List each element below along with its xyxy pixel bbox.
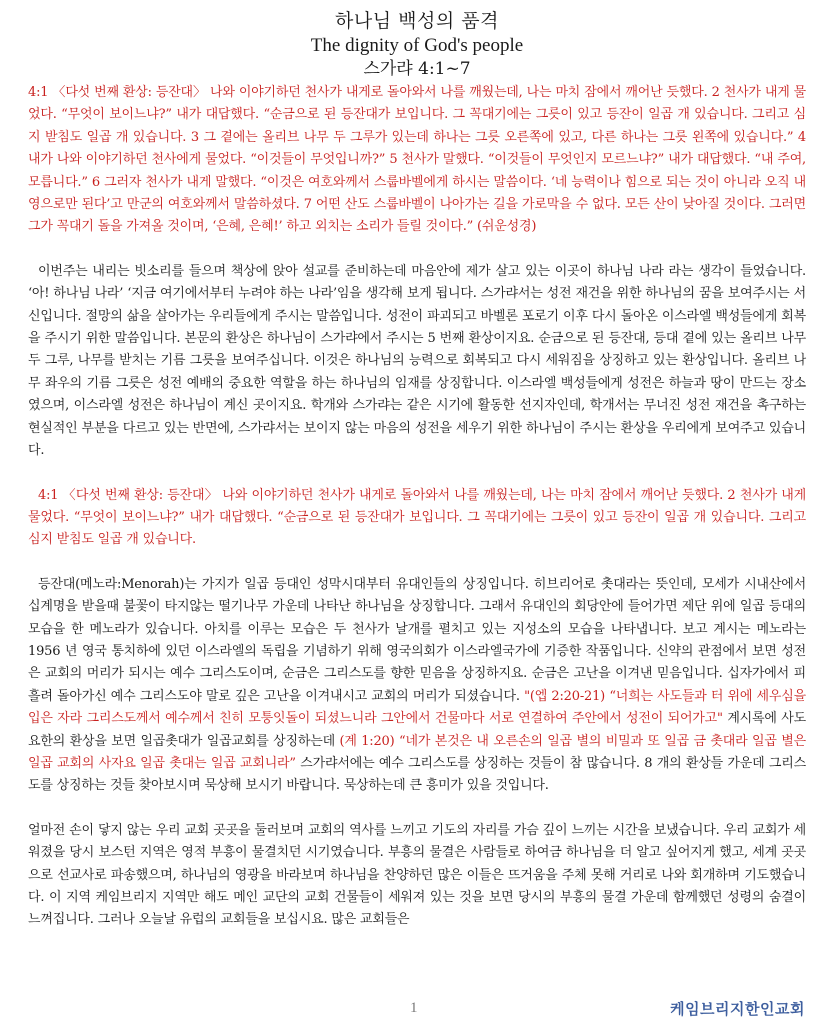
sermon-paragraph-1: 이번주는 내리는 빗소리를 들으며 책상에 앉아 설교를 준비하는데 마음안에 제가 살고 있는 이곳이 하나님 나라 라는 생각이 들었습니다. ‘아! 하나님 나라’ ‘지금 여기에서부터 누려야 하는 나라’임을 생각해 보게 됩니다. 스가랴서는 성전 재건을 위한 하나님의 꿈을 보여주시는 서신입니다. 절망의 삶을 살아가는 우리들에게 주시는 말씀입니다. 성전이 파괴되고 바벨론 포로기 이후 다시 돌아온 이스라엘 백성들에게 회복을 주시기 위한 말씀입니다. 본문의 환상은 하나님이 스가랴에서 주시는 5 번째 환상이지요. 순금으로 된 등잔대, 등대 곁에 있는 올리브 나무 두 그루, 나무를 받치는 기름 그릇을 보여주십니다. 이것은 하나님의 능력으로 회복되고 다시 세워짐을 상징하고 있는 환상입니다. 올리브 나무 좌우의 기름 그릇은 성전 예배의 중요한 역할을 하는 하나님의 임재를 상징합니다. 이스라엘 백성들에게 성전은 하늘과 땅이 만드는 장소였으며, 이스라엘 성전은 하나님이 계신 곳이지요. 학개와 스가랴는 같은 시기에 활동한 선지자인데, 학개서는 무너진 성전 재건을 촉구하는 현실적인 부분을 다르고 있는 반면에, 스가랴서는 보이지 않는 마음의 성전을 세우기 위한 하나님이 주시는 환상을 우리에게 보여주고 있습니다. bbox=[28, 263, 806, 459]
scripture-reference: 스가랴 4:1~7 bbox=[363, 59, 471, 79]
paragraph-text: 등잔대(메노라:Menorah)는 가지가 일곱 등대인 성막시대부터 유대인들의 상징입니다. 히브리어로 촛대라는 뜻인데, 모세가 시내산에서 십계명을 받을때 불꽃이 타지않는 떨기나무 가운데 나타난 하나님을 상징합니다. 그래서 유대인의 회당안에 들어가면 제단 위에 일곱 등대의 모습을 한 메노라가 있습니다. 아치를 이루는 모습은 두 천사가 날개를 펼치고 있는 지성소의 모습을 나타냅니다. 보고 계시는 메노라는 1956 년 영국 통치하에 있던 이스라엘의 독립을 기념하기 위해 영국의회가 이스라엘국가에 기증한 작품입니다. 신약의 관점에서 보면 성전은 교회의 머리가 되시는 예수 그리스도이며, 순금은 그리스도를 향한 믿음을 상징하지요. 순금은 고난을 이겨낸 믿음입니다. 십자가에서 피흘려 돌아가신 예수 그리스도야 말로 깊은 고난을 이겨내시고 교회의 머리가 되셨습니다. bbox=[28, 576, 806, 704]
scripture-quote-revelation: (계 1:20) “네가 본것은 내 오른손의 일곱 별의 비밀과 또 일곱 금 촛대라 일곱 별은 일곱 교회의 사자요 일곱 촛대는 일곱 교회니라” bbox=[28, 733, 806, 771]
church-name-footer: 케임브리지한인교회 bbox=[670, 1000, 805, 1018]
sermon-paragraph-2 bbox=[28, 574, 806, 798]
document-page bbox=[28, 8, 806, 932]
sermon-paragraph-3: 얼마전 손이 닿지 않는 우리 교회 곳곳을 둘러보며 교회의 역사를 느끼고 기도의 자리를 가슴 깊이 느끼는 시간을 보냈습니다. 우리 교회가 세워졌을 당시 보스턴 지역은 영적 부흥이 물결치던 시기였습니다. 부흥의 물결은 사람들로 하여금 하나님을 더 알고 싶어지게 했고, 세계 곳곳으로 선교사로 파송했으며, 하나님의 영광을 바라보며 하나님을 찬양하던 많은 이들은 뜨거움을 주체 못해 거리로 나와 회개하며 기도했습니다. 이 지역 케임브리지 지역만 해도 메인 교단의 교회 건물들이 세워져 있는 것을 보면 당시의 부흥의 물결 가운데 함께했던 성령의 숨결이 느껴집니다. 그러나 오늘날 유럽의 교회들을 보십시요. 많은 교회들은 bbox=[28, 822, 806, 928]
title-block bbox=[28, 8, 806, 80]
paragraph-spacer bbox=[28, 552, 806, 574]
paragraph-spacer bbox=[28, 463, 806, 485]
paragraph-text: 스가랴서에는 예수 그리스도를 상징하는 것들이 참 많습니다. 8 개의 환상들 가운데 그리스도를 상징하는 것들 찾아보시며 묵상해 보시기 바랍니다. 묵상하는데 큰 흥미가 있을 것입니다. bbox=[28, 755, 806, 794]
page-number: 1 bbox=[410, 1000, 418, 1016]
scripture-passage-2: 4:1 〈다섯 번째 환상: 등잔대〉 나와 이야기하던 천사가 내게로 돌아와서 나를 깨웠는데, 나는 마치 잠에서 깨어난 듯했다. 2 천사가 내게 물었다. “무엇이 보이느냐?” 내가 대답했다. “순금으로 된 등잔대가 보입니다. 그 꼭대기에는 그릇이 있고 등잔이 일곱 개 있습니다. 그리고 심지 받침도 일곱 개 있습니다. bbox=[28, 487, 806, 548]
scripture-quote-ephesians: "(엡 2:20-21) “너희는 사도들과 터 위에 세우심을 입은 자라 그리스도께서 예수께서 친히 모퉁잇돌이 되셨느니라 그안에서 건물마다 서로 연결하여 주안에서 성전이 되어가고" bbox=[28, 688, 806, 727]
page-title: 하나님 백성의 품격 bbox=[335, 10, 499, 32]
paragraph-spacer bbox=[28, 798, 806, 820]
paragraph-text: 계시록에 사도 요한의 환상을 보면 일곱촛대가 일곱교회를 상징하는데 bbox=[28, 711, 806, 749]
paragraph-spacer bbox=[28, 239, 806, 261]
scripture-passage-1: 4:1 〈다섯 번째 환상: 등잔대〉 나와 이야기하던 천사가 내게로 돌아와서 나를 깨웠는데, 나는 마치 잠에서 깨어난 듯했다. 2 천사가 내게 물었다. “무엇이 보이느냐?” 내가 대답했다. “순금으로 된 등잔대가 보입니다. 그 꼭대기에는 그릇이 있고 등잔이 일곱 개 있습니다. 그리고 심지 받침도 일곱 개 있습니다. 3 그 곁에는 올리브 나무 두 그루가 있는데 하나는 그릇 오른쪽에 있고, 다른 하나는 그릇 왼쪽에 있습니다.” 4 내가 나와 이야기하던 천사에게 물었다. “이것들이 무엇입니까?” 5 천사가 말했다. “이것들이 무엇인지 모르느냐?” 내가 대답했다. “내 주여, 모릅니다.” 6 그러자 천사가 내게 말했다. “이것은 여호와께서 스룹바벨에게 하시는 말씀이다. ‘네 능력이나 힘으로 되는 것이 아니라 오직 내 영으로만 된다’고 만군의 여호와께서 말씀하셨다. 7 어떤 산도 스룹바벨이 나아가는 길을 가로막을 수 없다. 모든 산이 낮아질 것이다. 그러면 그가 꼭대기 돌을 가져올 것이며, ‘은혜, 은혜!’ 하고 외치는 소리가 들릴 것이다.” (쉬운성경) bbox=[28, 85, 806, 235]
page-subtitle: The dignity of God's people bbox=[310, 35, 524, 56]
